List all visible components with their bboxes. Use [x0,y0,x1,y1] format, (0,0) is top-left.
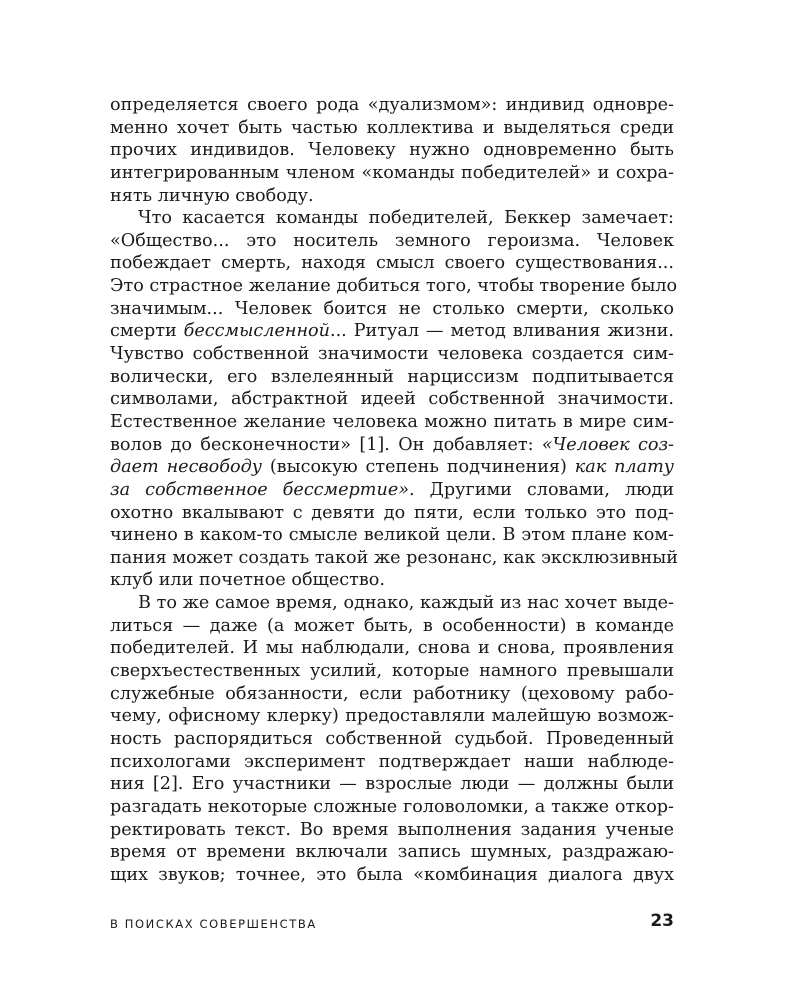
text-line: пания может создать такой же резонанс, как эксклюзивный [110,547,678,568]
text-line: волов до бесконечности» [1]. Он добавляет: «Человек соз- [110,434,674,455]
italic-emphasis: «Человек соз- [541,434,674,455]
text-line: разгадать некоторые сложные головоломки, а также откор- [110,796,674,817]
text-line: Это страстное желание добиться того, чтобы творение было [110,276,678,297]
text-line: за собственное бессмертие». Другими словами, люди [110,479,675,500]
text-line: охотно вкалывают с девяти до пяти, если только это под- [110,502,674,523]
text-line: символами, абстрактной идеей собственной значимости. [110,389,674,410]
text-line: психологами эксперимент подтверждает наши наблюде- [110,751,674,772]
text-line: определяется своего рода «дуализмом»: индивид одновре- [110,95,674,115]
running-footer-title: В ПОИСКАХ СОВЕРШЕНСТВА [110,917,317,931]
text-line: менно хочет быть частью коллектива и выделяться среди [110,117,674,138]
text-line: Чувство собственной значимости человека создается сим- [110,344,674,365]
text-line: «Общество... это носитель земного героизма. Человек [110,230,674,251]
text-line: ность распорядиться собственной судьбой. Проведенный [110,728,674,749]
paragraph-start-line: В то же самое время, однако, каждый из нас хочет выде- [138,593,674,614]
text-line: прочих индивидов. Человеку нужно одновременно быть [110,140,674,161]
text-line: нять личную свободу. [110,185,314,206]
italic-emphasis: за собственное бессмертие». [110,479,415,500]
text-line: волически, его взлелеянный нарциссизм подпитывается [110,366,674,387]
book-page-text [110,94,678,886]
text-line: щих звуков; точнее, это была «комбинация диалога двух [110,864,674,885]
text-line: чинено в каком-то смысле великой цели. В этом плане ком- [110,525,674,546]
text-line: дает несвободу (высокую степень подчинения) как плату [110,457,675,478]
text-line: сверхъестественных усилий, которые намного превышали [110,661,674,682]
text-line: ректировать текст. Во время выполнения задания ученые [110,819,674,840]
text-line: Естественное желание человека можно питать в мире сим- [110,411,674,432]
text-line: интегрированным членом «команды победителей» и сохра- [110,162,674,183]
text-line: чему, офисному клерку) предоставляли малейшую возмож- [110,706,674,727]
text-line: ния [2]. Его участники — взрослые люди — должны были [110,774,674,795]
text-line: клуб или почетное общество. [110,570,385,591]
text-line: литься — даже (а может быть, в особенности) в команде [110,615,674,636]
text-line: время от времени включали запись шумных, раздражаю- [110,842,674,863]
text-line: значимым... Человек боится не столько смерти, сколько [110,298,674,319]
paragraph-start-line: Что касается команды победителей, Беккер замечает: [138,208,674,229]
italic-emphasis: дает несвободу [110,457,262,478]
text-line: смерти бессмысленной... Ритуал — метод вливания жизни. [110,321,675,342]
italic-emphasis: бессмысленной [183,321,330,342]
page-number: 23 [650,911,674,931]
italic-emphasis: как плату [574,457,675,478]
text-line: служебные обязанности, если работнику (цеховому рабо- [110,683,674,704]
text-line: побеждает смерть, находя смысл своего существования... [110,253,674,274]
text-line: победителей. И мы наблюдали, снова и снова, проявления [110,638,674,659]
